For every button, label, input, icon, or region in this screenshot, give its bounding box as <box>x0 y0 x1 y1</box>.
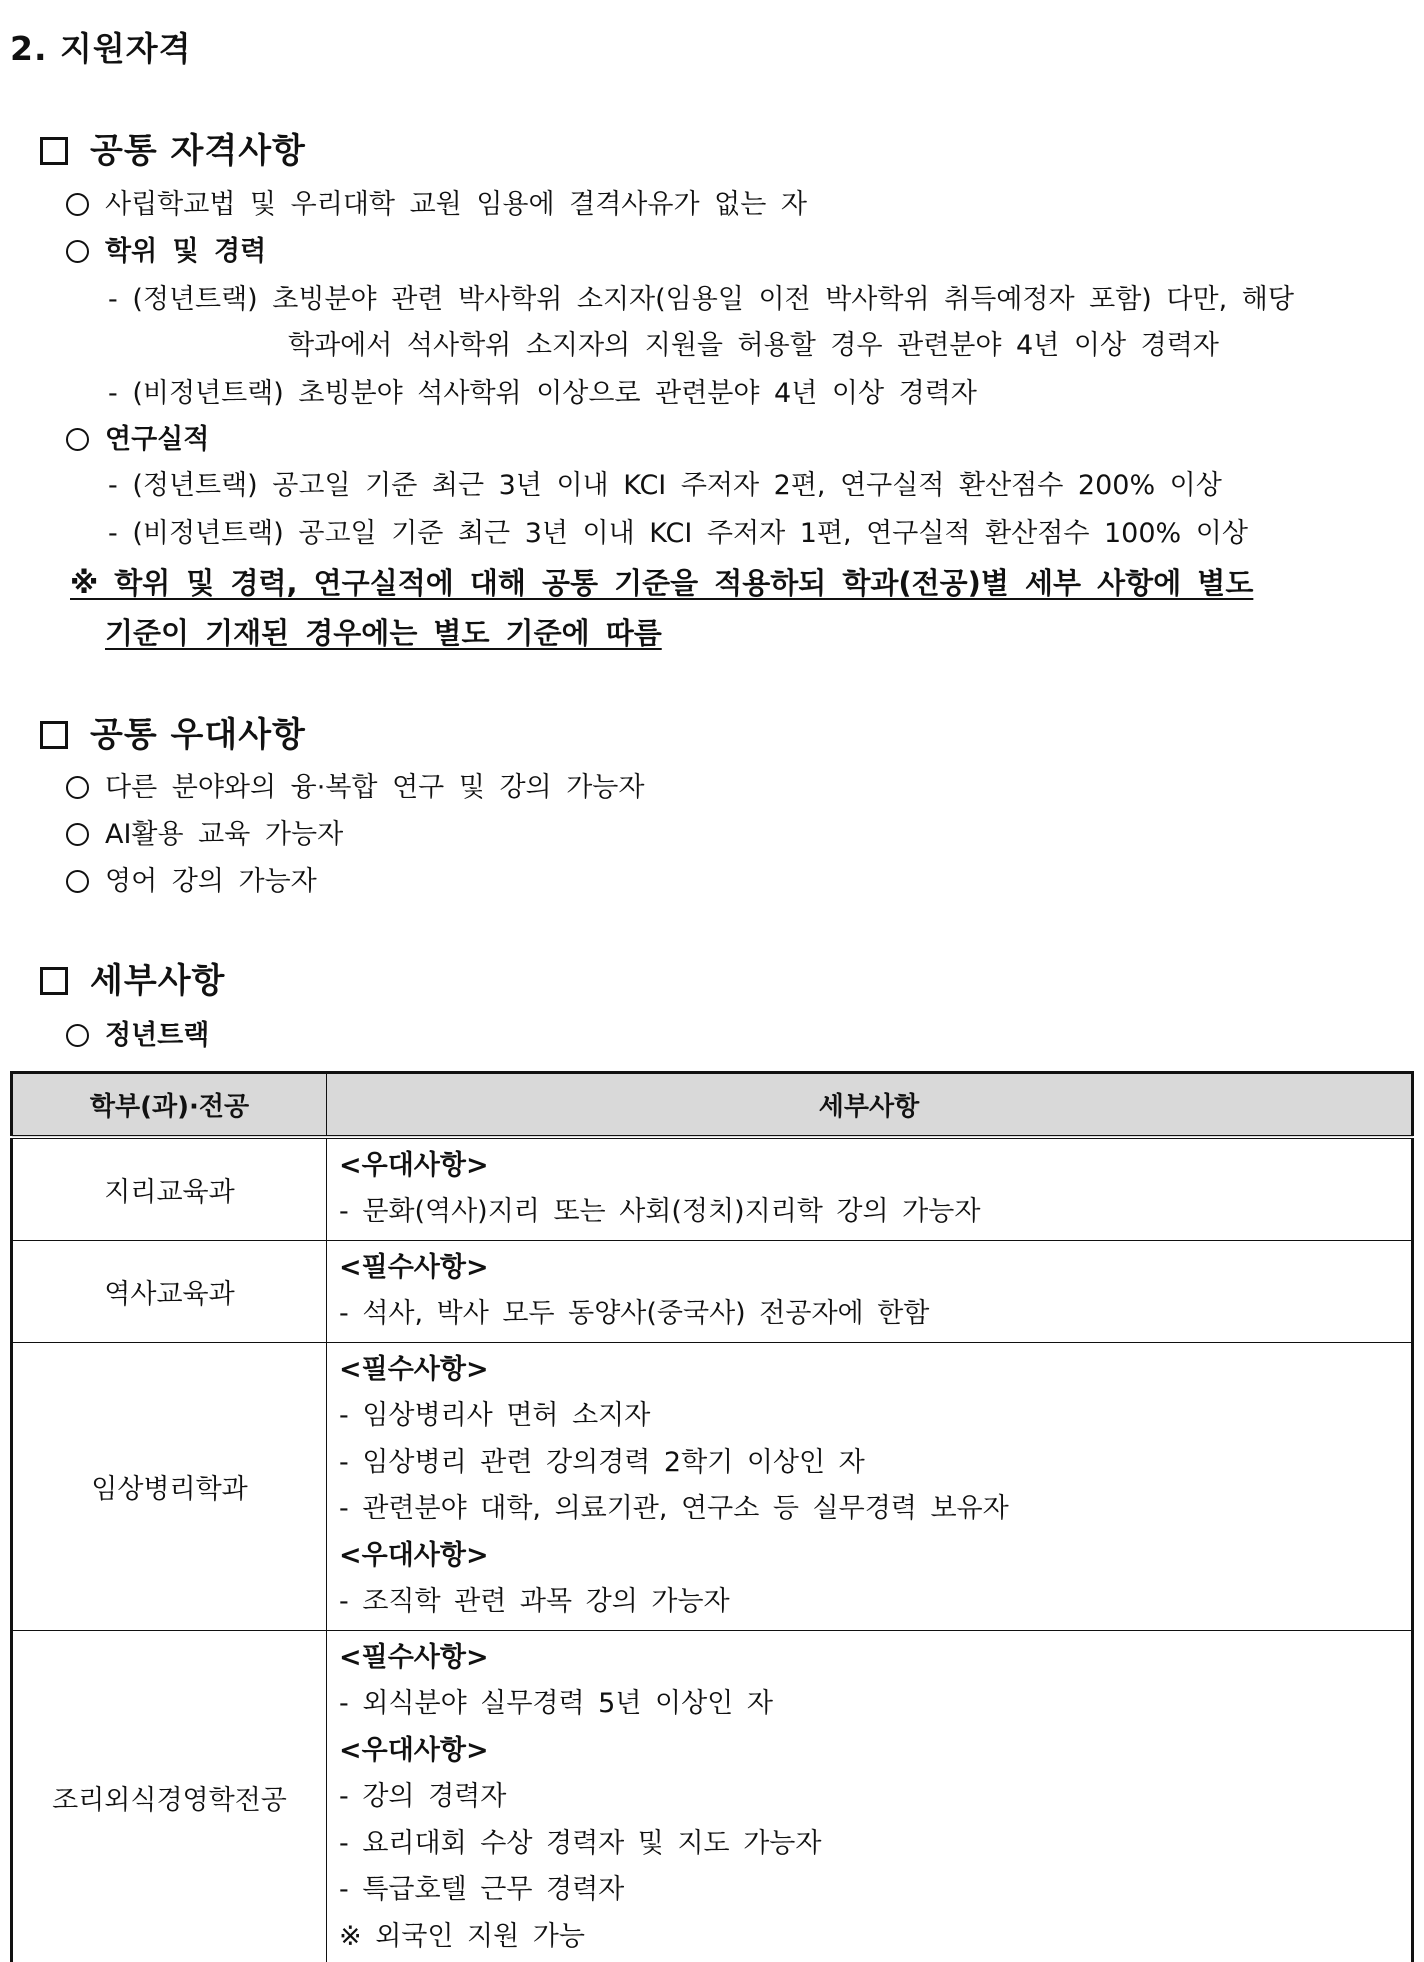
detail-line: - 요리대회 수상 경력자 및 지도 가능자 <box>339 1827 822 1859</box>
details-cell <box>327 1137 1413 1241</box>
details-heading: 세부사항 <box>40 956 225 1006</box>
detail-line: <우대사항> <box>339 1539 489 1571</box>
circle-bullet-icon <box>66 1024 89 1047</box>
detail-line: - 특급호텔 근무 경력자 <box>339 1874 625 1905</box>
details-table <box>10 1071 1414 1962</box>
preference-item: AI활용 교육 가능자 <box>66 813 343 857</box>
dept-cell: 임상병리학과 <box>12 1342 327 1630</box>
research-line: - (정년트랙) 공고일 기준 최근 3년 이내 KCI 주저자 2편, 연구실적 환산점수 200% 이상 <box>108 470 1222 501</box>
detail-line: <우대사항> <box>339 1149 489 1181</box>
details-cell <box>327 1240 1413 1342</box>
circle-bullet-icon <box>66 240 89 263</box>
circle-bullet-icon <box>66 193 89 216</box>
column-header-dept: 학부(과)·전공 <box>12 1073 327 1137</box>
common-qualifications-heading: 공통 자격사항 <box>40 126 306 176</box>
dept-cell: 조리외식경영학전공 <box>12 1630 327 1962</box>
detail-line: - 임상병리사 면허 소지자 <box>339 1400 651 1431</box>
notice-line: ※ 학위 및 경력, 연구실적에 대해 공통 기준을 적용하되 학과(전공)별 세부 사항에 별도 <box>70 566 1254 600</box>
square-bullet-icon <box>40 967 68 995</box>
detail-line: ※ 외국인 지원 가능 <box>339 1920 585 1952</box>
detail-line: <필수사항> <box>339 1353 489 1385</box>
table-row <box>12 1240 1413 1342</box>
details-cell <box>327 1342 1413 1630</box>
table-row <box>12 1342 1413 1630</box>
detail-line: - 조직학 관련 과목 강의 가능자 <box>339 1586 730 1617</box>
research-heading: 연구실적 <box>66 418 209 462</box>
dept-cell: 지리교육과 <box>12 1137 327 1241</box>
details-cell <box>327 1630 1413 1962</box>
circle-bullet-icon <box>66 776 89 799</box>
qualification-item: 사립학교법 및 우리대학 교원 임용에 결격사유가 없는 자 <box>66 183 807 227</box>
table-row <box>12 1137 1413 1241</box>
detail-line: <필수사항> <box>339 1251 489 1283</box>
dept-cell: 역사교육과 <box>12 1240 327 1342</box>
track-heading: 정년트랙 <box>66 1014 209 1058</box>
square-bullet-icon <box>40 137 68 165</box>
notice-line: 기준이 기재된 경우에는 별도 기준에 따름 <box>105 616 662 650</box>
detail-line: - 석사, 박사 모두 동양사(중국사) 전공자에 한함 <box>339 1298 930 1329</box>
preference-item: 영어 강의 가능자 <box>66 860 317 904</box>
degree-line: - (비정년트랙) 초빙분야 석사학위 이상으로 관련분야 4년 이상 경력자 <box>108 378 977 409</box>
preference-item: 다른 분야와의 융·복합 연구 및 강의 가능자 <box>66 766 644 810</box>
detail-line: <필수사항> <box>339 1641 489 1673</box>
degree-line: 학과에서 석사학위 소지자의 지원을 허용할 경우 관련분야 4년 이상 경력자 <box>288 330 1219 361</box>
table-header-row <box>12 1073 1413 1137</box>
column-header-details: 세부사항 <box>327 1073 1413 1137</box>
detail-line: - 외식분야 실무경력 5년 이상인 자 <box>339 1688 773 1719</box>
detail-line: - 문화(역사)지리 또는 사회(정치)지리학 강의 가능자 <box>339 1196 981 1227</box>
detail-line: - 강의 경력자 <box>339 1781 507 1812</box>
circle-bullet-icon <box>66 428 89 451</box>
detail-line: <우대사항> <box>339 1734 489 1766</box>
circle-bullet-icon <box>66 823 89 846</box>
degree-line: - (정년트랙) 초빙분야 관련 박사학위 소지자(임용일 이전 박사학위 취득예정자 포함) 다만, 해당 <box>108 284 1294 315</box>
degree-heading: 학위 및 경력 <box>66 230 266 274</box>
square-bullet-icon <box>40 721 68 749</box>
detail-line: - 임상병리 관련 강의경력 2학기 이상인 자 <box>339 1446 865 1478</box>
detail-line: - 관련분야 대학, 의료기관, 연구소 등 실무경력 보유자 <box>339 1493 1009 1524</box>
circle-bullet-icon <box>66 870 89 893</box>
section-title: 2. 지원자격 <box>10 29 192 68</box>
research-line: - (비정년트랙) 공고일 기준 최근 3년 이내 KCI 주저자 1편, 연구실적 환산점수 100% 이상 <box>108 518 1248 549</box>
table-row <box>12 1630 1413 1962</box>
common-preferences-heading: 공통 우대사항 <box>40 710 306 760</box>
